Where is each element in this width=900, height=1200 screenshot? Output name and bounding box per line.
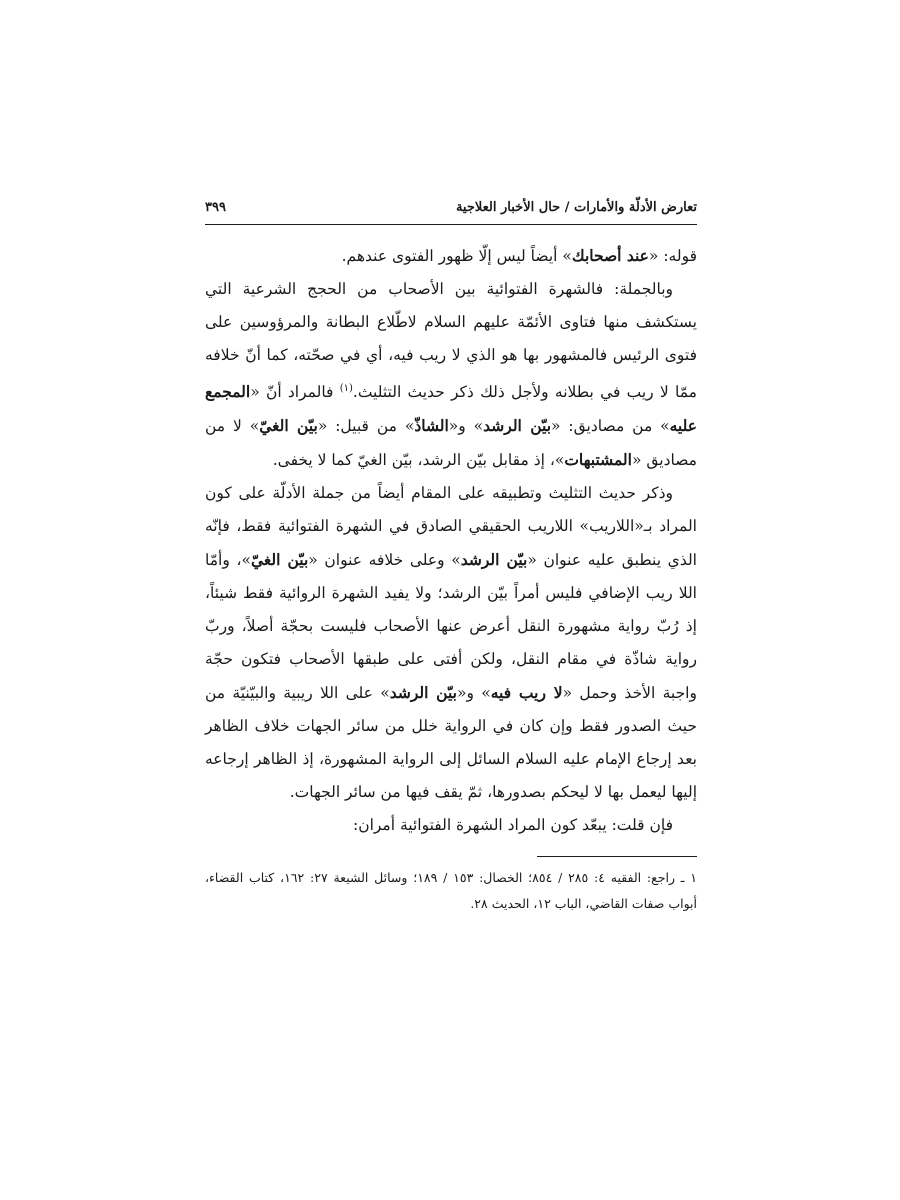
paragraph: وذكر حديث التثليث وتطبيقه على المقام أيضاً من جملة الأدلّة على كون المراد بـ«اللاريب» اللاريب الحقيقي الصادق في الشهرة الفتوائية فقط، فإنّه الذي ينطبق عليه عنوان «بيّن الرشد» وعلى خلافه عنوان «بيّن الغيّ»، وأمّا اللا ريب الإضافي فليس أمراً بيّن الرشد؛ ولا يفيد الشهرة الروائية فقط شيئاً، إذ رُبّ رواية مشهورة النقل أعرض عنها الأصحاب فليست بحجّة أصلاً، وربّ رواية شاذّة في مقام النقل، ولكن أفتى على طبقها الأصحاب فتكون حجّة واجبة الأخذ وحمل «لا ريب فيه» و«بيّن الرشد» على اللا ريبية والبيّنيّة من حيث الصدور فقط وإن كان في الرواية خلل من سائر الجهات خلاف الظاهر بعد إرجاع الإمام عليه السلام السائل إلى الرواية المشهورة، إذ الظاهر إرجاعه إليها ليعمل بها لا ليحكم بصدورها، ثمّ يقف فيها من سائر الجهات. xyxy=(205,484,697,802)
header-rule xyxy=(205,224,697,225)
main-text xyxy=(205,239,697,842)
running-header xyxy=(205,200,697,224)
paragraph: وبالجملة: فالشهرة الفتوائية بين الأصحاب من الحجج الشرعية التي يستكشف منها فتاوى الأئمّة عليهم السلام لاطّلاع البطانة والمرؤوسين على فتوى الرئيس فالمشهور بها هو الذي لا ريب فيه، أي في صحّته، كما أنّ خلافه ممّا لا ريب في بطلانه ولأجل ذلك ذكر حديث التثليث.$^{(١)}$ فالمراد أنّ «المجمع عليه» من مصاديق: «بيّن الرشد» و«الشاذّ» من قبيل: «بيّن الغيّ» لا من مصاديق «المشتبهات»، إذ مقابل بيّن الرشد، بيّن الغيّ كما لا يخفى. xyxy=(205,280,697,470)
book-page xyxy=(205,200,697,917)
running-title: تعارض الأدلّة والأمارات / حال الأخبار العلاجية xyxy=(455,200,697,215)
footnote-text: ١ ـ راجع: الفقيه ٤: ٢٨٥ / ٨٥٤؛ الخصال: ١٥٣ / ١٨٩؛ وسائل الشيعة ٢٧: ١٦٢، كتاب القضاء، أبواب صفات القاضي، الباب ١٢، الحديث ٢٨. xyxy=(205,870,697,912)
paragraph: فإن قلت: يبعّد كون المراد الشهرة الفتوائية أمران: xyxy=(352,816,673,835)
page-number: ٣٩٩ xyxy=(205,200,226,215)
paragraph: قوله: «عند أصحابك» أيضاً ليس إلّا ظهور الفتوى عندهم. xyxy=(341,246,697,265)
footnote xyxy=(205,865,697,917)
footnote-rule xyxy=(537,856,697,857)
